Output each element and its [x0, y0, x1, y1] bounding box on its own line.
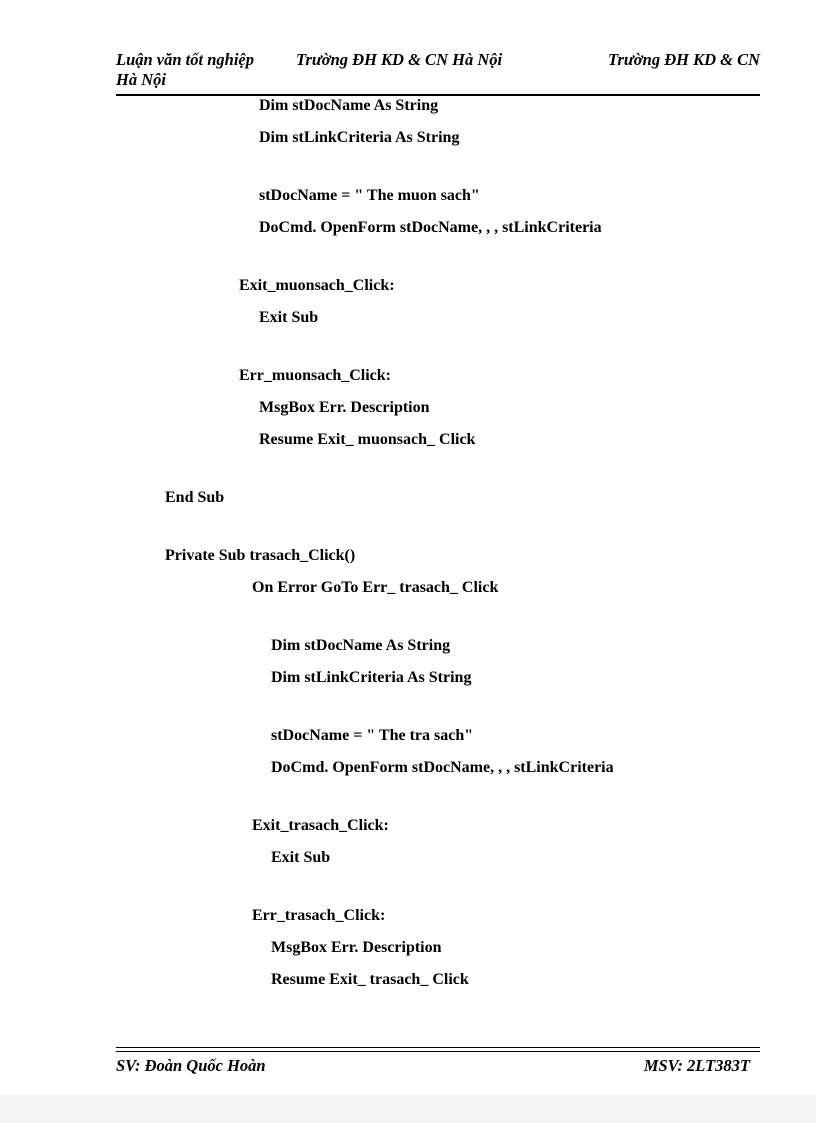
code-line: Dim stDocName As String — [271, 637, 451, 654]
header-university-right: Trường ĐH KD & CN — [608, 50, 760, 69]
code-line: Resume Exit_ muonsach_ Click — [259, 431, 476, 448]
code-line: stDocName = " The muon sach" — [259, 187, 480, 204]
header-thesis-label: Luận văn tốt nghiệp — [116, 50, 254, 69]
code-line: stDocName = " The tra sach" — [271, 727, 474, 744]
footer-student-id: MSV: 2LT383T — [643, 1056, 750, 1075]
code-line: MsgBox Err. Description — [271, 939, 442, 956]
code-line: Resume Exit_ trasach_ Click — [271, 971, 469, 988]
code-line: Dim stLinkCriteria As String — [259, 129, 460, 146]
code-line: Err_trasach_Click: — [252, 907, 386, 924]
page-bottom-strip — [0, 1095, 816, 1123]
footer-student-name: SV: Đoàn Quốc Hoàn — [116, 1056, 266, 1075]
code-line: MsgBox Err. Description — [259, 399, 430, 416]
code-line: Exit_trasach_Click: — [252, 817, 389, 834]
footer-rule — [116, 1047, 760, 1048]
code-line: Dim stLinkCriteria As String — [271, 669, 472, 686]
code-line: Err_muonsach_Click: — [239, 367, 391, 384]
code-line: DoCmd. OpenForm stDocName, , , stLinkCriteria — [259, 219, 602, 236]
code-line: Dim stDocName As String — [259, 97, 439, 114]
code-line: Private Sub trasach_Click() — [165, 547, 356, 564]
code-line: On Error GoTo Err_ trasach_ Click — [252, 579, 499, 596]
header-university-right-cont: Hà Nội — [116, 70, 166, 89]
code-line: Exit_muonsach_Click: — [239, 277, 395, 294]
code-line: Exit Sub — [271, 849, 331, 866]
code-line: DoCmd. OpenForm stDocName, , , stLinkCriteria — [271, 759, 614, 776]
code-line: End Sub — [165, 489, 225, 506]
page-header — [116, 50, 760, 90]
code-line: Exit Sub — [259, 309, 319, 326]
footer-rule — [116, 1051, 760, 1052]
header-university: Trường ĐH KD & CN Hà Nội — [296, 50, 503, 69]
